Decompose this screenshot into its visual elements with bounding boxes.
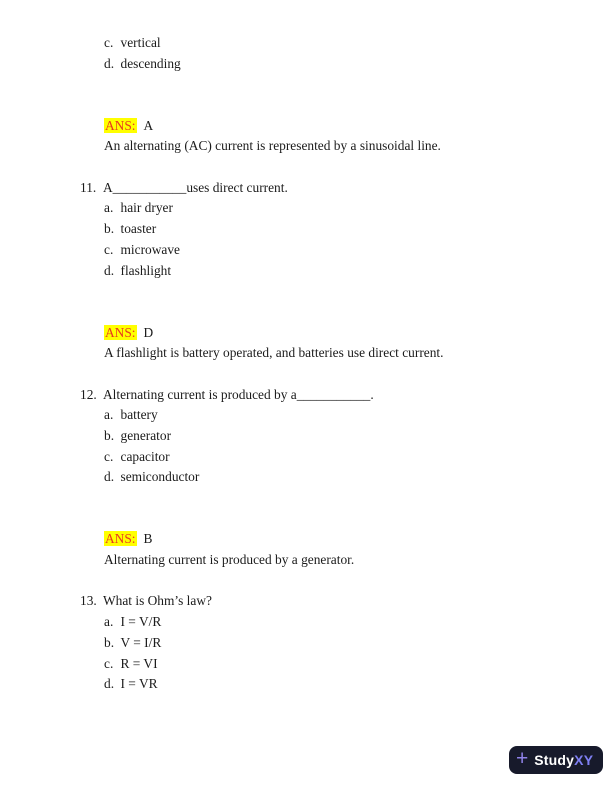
question-number: 11.: [80, 179, 97, 195]
option-line: [104, 240, 612, 261]
option-line: [104, 674, 612, 695]
answer-explanation: An alternating (AC) current is represented by a sinusoidal line.: [104, 138, 441, 154]
answer-explanation: Alternating current is produced by a generator.: [104, 552, 355, 568]
option-letter: c.: [104, 241, 114, 257]
option-line: [104, 33, 612, 54]
logo-text-study: Study: [534, 752, 575, 768]
option-line: [104, 405, 612, 426]
option-letter: a.: [104, 407, 114, 423]
question-text: What is Ohm’s law?: [103, 593, 212, 609]
option-text: descending: [120, 55, 181, 71]
answer-line: [104, 529, 612, 550]
option-line: [104, 654, 612, 675]
option-line: [104, 261, 612, 282]
studyxy-logo: [509, 746, 603, 774]
answer-highlight: ANS:: [105, 324, 136, 340]
option-line: [104, 54, 612, 75]
option-line: [104, 219, 612, 240]
option-text: capacitor: [120, 448, 170, 464]
option-letter: c.: [104, 655, 114, 671]
answer-explanation: A flashlight is battery operated, and batteries use direct current.: [104, 345, 444, 361]
option-letter: c.: [104, 448, 114, 464]
answer-letter: A: [143, 117, 154, 133]
answer-highlight: ANS:: [105, 531, 136, 547]
question-number: 12.: [80, 386, 97, 402]
answer-line: [104, 116, 612, 137]
option-line: [104, 612, 612, 633]
question-text: Alternating current is produced by a___________.: [103, 386, 374, 402]
option-text: battery: [120, 407, 158, 423]
answer-highlight: ANS:: [105, 117, 136, 133]
option-letter: b.: [104, 634, 115, 650]
option-letter: d.: [104, 262, 115, 278]
option-text: hair dryer: [120, 200, 173, 216]
option-text: I = V/R: [120, 614, 162, 630]
question-line: [80, 385, 612, 406]
option-letter: a.: [104, 614, 114, 630]
option-letter: d.: [104, 469, 115, 485]
option-letter: a.: [104, 200, 114, 216]
option-text: R = VI: [120, 655, 158, 671]
option-text: microwave: [120, 241, 180, 257]
question-line: [80, 178, 612, 199]
plus-icon: +: [516, 747, 529, 770]
question-number: 13.: [80, 593, 97, 609]
option-line: [104, 467, 612, 488]
answer-line: [104, 323, 612, 344]
option-letter: b.: [104, 221, 115, 237]
option-text: vertical: [120, 35, 161, 50]
logo-text-xy: XY: [574, 752, 594, 768]
option-text: toaster: [120, 221, 157, 237]
option-text: semiconductor: [120, 469, 200, 485]
option-line: [104, 633, 612, 654]
answer-letter: B: [143, 531, 153, 547]
option-letter: d.: [104, 55, 115, 71]
option-letter: c.: [104, 35, 114, 50]
option-letter: d.: [104, 676, 115, 692]
option-line: [104, 198, 612, 219]
question-text: A___________uses direct current.: [103, 179, 288, 195]
question-line: [80, 591, 612, 612]
option-text: flashlight: [120, 262, 172, 278]
answer-letter: D: [143, 324, 154, 340]
option-text: generator: [120, 428, 172, 443]
option-text: V = I/R: [120, 634, 162, 650]
option-letter: b.: [104, 428, 115, 443]
option-line: [104, 447, 612, 468]
option-text: I = VR: [120, 676, 158, 692]
option-line: [104, 426, 612, 447]
